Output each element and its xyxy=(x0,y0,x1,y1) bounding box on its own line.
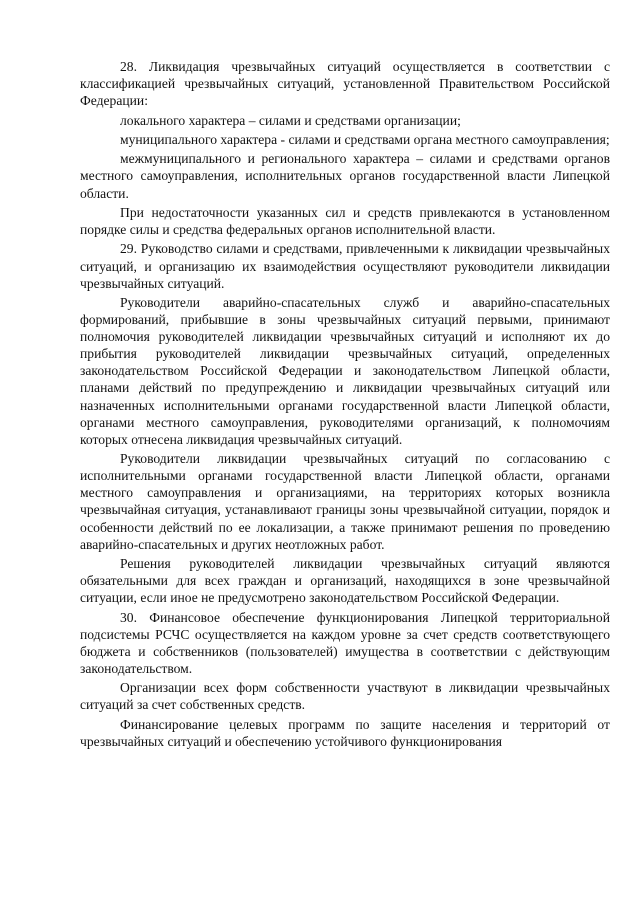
paragraph-30-financing: 30. Финансовое обеспечение функционирования Липецкой территориальной подсистемы РСЧС осуществляется на каждом уровне за счет средств соответствующего бюджета и собственников (пользователей) имущества в соответствии с действующим законодательством. xyxy=(80,609,610,676)
paragraph-local-level: локального характера – силами и средствами организации; xyxy=(120,112,461,128)
paragraph-mandatory-decisions: Решения руководителей ликвидации чрезвычайных ситуаций являются обязательными для всех граждан и организаций, находящихся в зоне чрезвычайной ситуации, если иное не предусмотрено законодательством Российской Федерации. xyxy=(80,556,610,606)
paragraph-regional-level: межмуниципального и регионального характера – силами и средствами органов местного самоуправления, исполнительных органов государственной власти Липецкой области. xyxy=(80,151,610,201)
paragraph-28-intro: 28. Ликвидация чрезвычайных ситуаций осуществляется в соответствии с классификацией чрезвычайных ситуаций, установленной Правительством Российской Федерации: xyxy=(80,59,610,109)
paragraph-municipal-level: муниципального характера - силами и средствами органа местного самоуправления; xyxy=(120,131,610,147)
paragraph-target-programs: Финансирование целевых программ по защите населения и территорий от чрезвычайных ситуаций и обеспечению устойчивого функционирования xyxy=(80,716,610,749)
document-page xyxy=(80,58,610,752)
paragraph-zone-boundaries: Руководители ликвидации чрезвычайных ситуаций по согласованию с исполнительными органами государственной власти Липецкой области, органами местного самоуправления и организациями, на территориях которых возникла чрезвычайная ситуация, устанавливают границы зоны чрезвычайной ситуации, порядок и особенности действий по ее локализации, а также принимают решения по проведению аварийно-спасательных и других неотложных работ. xyxy=(80,451,610,552)
paragraph-organizations-funding: Организации всех форм собственности участвуют в ликвидации чрезвычайных ситуаций за счет собственных средств. xyxy=(80,680,610,713)
paragraph-29-leadership: 29. Руководство силами и средствами, привлеченными к ликвидации чрезвычайных ситуаций, и организацию их взаимодействия осуществляют руководители ликвидации чрезвычайных ситуаций. xyxy=(80,241,610,291)
paragraph-rescue-leaders: Руководители аварийно-спасательных служб и аварийно-спасательных формирований, прибывшие в зоны чрезвычайных ситуаций первыми, принимают полномочия руководителей ликвидации чрезвычайных ситуаций и исполняют их до прибытия руководителей ликвидации чрезвычайных ситуаций, определенных законодательством Российской Федерации и законодательством Липецкой области, планами действий по предупреждению и ликвидации чрезвычайных ситуаций или назначенных исполнительными органами государственной власти Липецкой области, органами местного самоуправления, руководителями организаций, к полномочиям которых отнесена ликвидация чрезвычайных ситуаций. xyxy=(80,295,610,447)
paragraph-federal-forces: При недостаточности указанных сил и средств привлекаются в установленном порядке силы и средства федеральных органов исполнительной власти. xyxy=(80,204,610,238)
